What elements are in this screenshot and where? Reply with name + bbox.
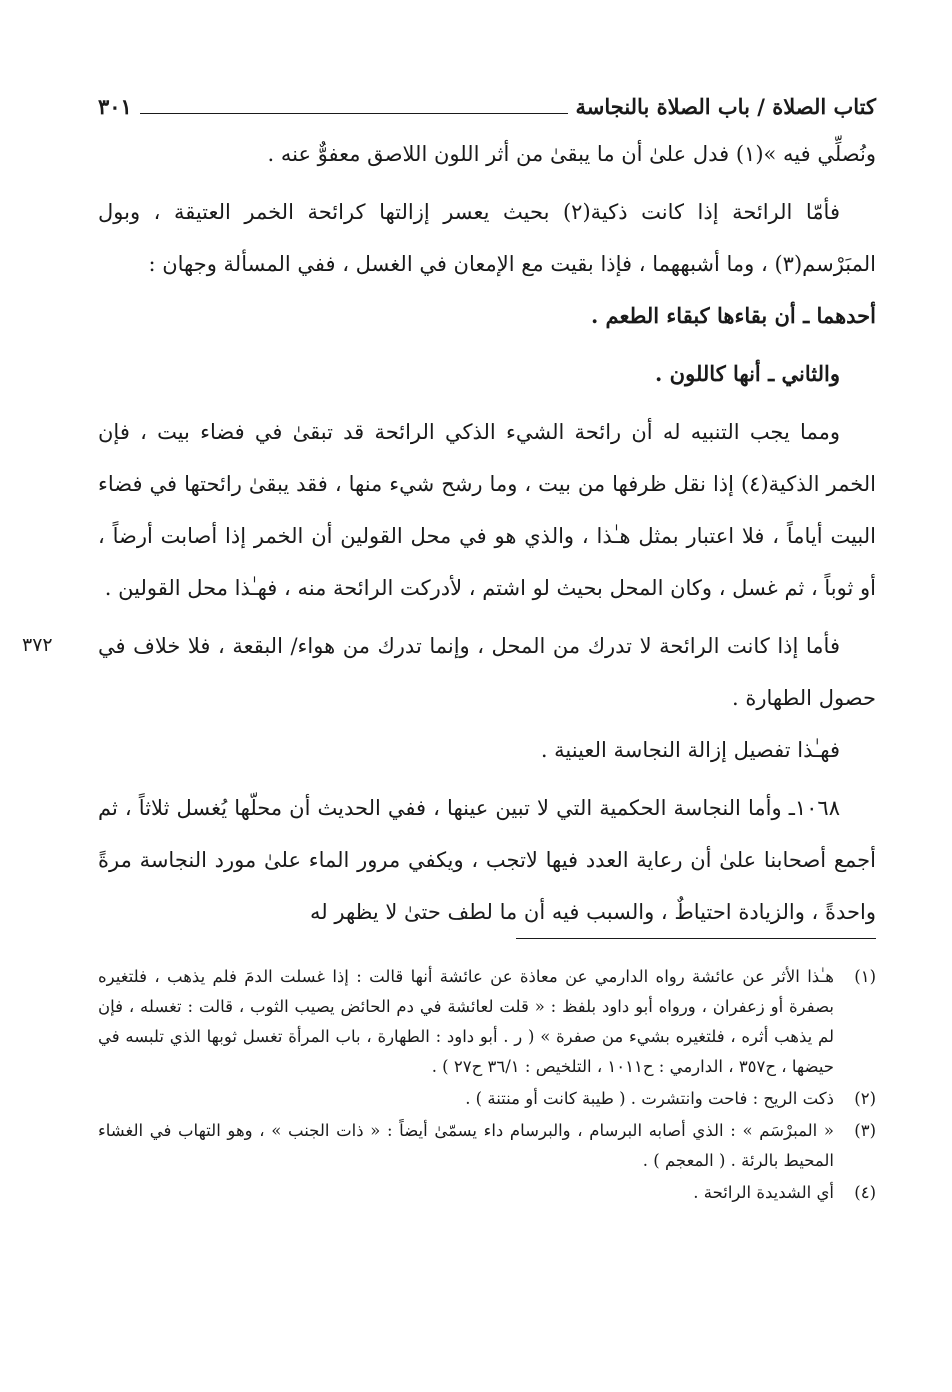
footnote-number: (١) bbox=[854, 967, 876, 986]
paragraph: أحدهما ـ أن بقاءها كبقاء الطعم . bbox=[590, 303, 876, 328]
footnote bbox=[98, 1084, 876, 1114]
footnote-number: (٢) bbox=[854, 1089, 876, 1108]
paragraph: فأما إذا كانت الرائحة لا تدرك من المحل ، وإنما تدرك من هواء/ البقعة ، فلا خلاف في حصول الطهارة . bbox=[98, 634, 876, 710]
paragraph: فهـٰذا تفصيل إزالة النجاسة العينية . bbox=[540, 738, 840, 762]
main-text bbox=[98, 128, 876, 938]
header-rule bbox=[140, 113, 568, 114]
footnote-number: (٣) bbox=[854, 1121, 876, 1140]
footnote-text: أي الشديدة الرائحة . bbox=[693, 1183, 834, 1202]
footnote-text: هـٰذا الأثر عن عائشة رواه الدارمي عن معاذة عن عائشة أنها قالت : إذا غسلت الدمَ فلم يذهب ، فلتغيره بصفرة أو زعفران ، ورواه أبو داود بلفظ : « قلت لعائشة في دم الحائض يصيب الثوب ، قالت : تغسله ، فإن لم يذهب أثره ، فلتغيره بشيء من صفرة » ( ر . أبو داود : الطهارة ، باب المرأة تغسل ثوبها الذي تلبسه في حيضها ، ح٣٥٧ ، الدارمي : ح١٠١١ ، التلخيص : ٣٦/١ ح٢٧ ) . bbox=[98, 967, 834, 1076]
footnote-text: ذكت الريح : فاحت وانتشرت . ( طيبة كانت أو منتنة ) . bbox=[465, 1089, 834, 1108]
footnote-text: « المبرْسَم » : الذي أصابه البرسام ، والبرسام داء يسمّىٰ أيضاً : « ذات الجنب » ، وهو التهاب في الغشاء المحيط بالرئة . ( المعجم ) . bbox=[98, 1121, 834, 1170]
footnote-number: (٤) bbox=[854, 1183, 876, 1202]
paragraph: والثاني ـ أنها كاللون . bbox=[655, 361, 840, 386]
footnote bbox=[98, 1116, 876, 1176]
footnote-separator bbox=[516, 938, 876, 939]
running-header bbox=[98, 86, 876, 126]
header-title: كتاب الصلاة / باب الصلاة بالنجاسة bbox=[575, 93, 876, 119]
paragraph: ١٠٦٨ـ وأما النجاسة الحكمية التي لا تبين عينها ، ففي الحديث أن محلّها يُغسل ثلاثاً ، ثم أجمع أصحابنا علىٰ أن رعاية العدد فيها لاتجب ، ويكفي مرور الماء علىٰ مورد النجاسة مرةً واحدةً ، والزيادة احتياطٌ ، والسبب فيه أن ما لطف حتىٰ لا يظهر له bbox=[98, 796, 876, 924]
footnote bbox=[98, 962, 876, 1082]
margin-page-reference: ٣٧٢ bbox=[22, 634, 53, 656]
paragraph: ونُصلِّي فيه »(١) فدل علىٰ أن ما يبقىٰ من أثر اللون اللاصق معفوٌّ عنه . bbox=[267, 142, 876, 166]
paragraph: فأمّا الرائحة إذا كانت ذكية(٢) بحيث يعسر إزالتها كرائحة الخمر العتيقة ، وبول المبَرْسم(٣) ، وما أشبههما ، فإذا بقيت مع الإمعان في الغسل ، ففي المسألة وجهان : bbox=[98, 200, 876, 276]
footnotes bbox=[98, 962, 876, 1210]
page-number: ٣٠١ bbox=[98, 93, 132, 119]
paragraph: ومما يجب التنبيه له أن رائحة الشيء الذكي الرائحة قد تبقىٰ في فضاء بيت ، فإن الخمر الذكية(٤) إذا نقل ظرفها من بيت ، وما رشح شيء منها ، فقد يبقىٰ رائحتها في فضاء البيت أياماً ، فلا اعتبار بمثل هـٰذا ، والذي هو في محل القولين أن الخمر إذا أصابت أرضاً ، أو ثوباً ، ثم غسل ، وكان المحل بحيث لو اشتم ، لأدركت الرائحة منه ، فهـٰذا محل القولين . bbox=[98, 420, 877, 600]
footnote bbox=[98, 1178, 876, 1208]
